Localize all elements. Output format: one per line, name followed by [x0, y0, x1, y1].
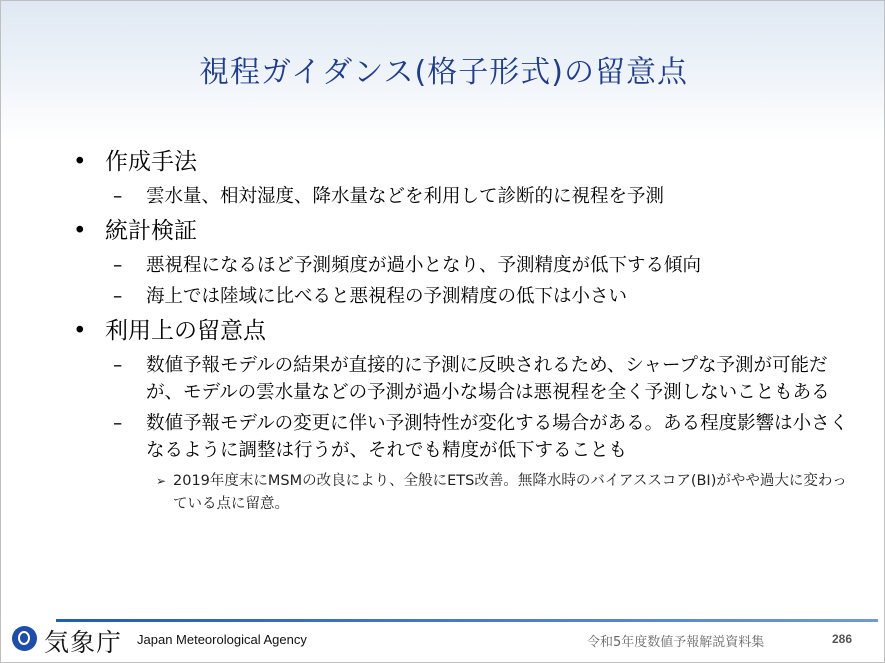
sub-bullet-text: 悪視程になるほど予測頻度が過小となり、予測精度が低下する傾向 [146, 255, 702, 276]
slide-content [73, 141, 853, 516]
dash-icon: – [113, 186, 123, 207]
dash-icon: – [113, 413, 123, 434]
sub-bullet-text: 数値予報モデルの結果が直接的に予測に反映されるため、シャープな予測が可能だが、モデルの雲水量などの予測が過小な場合は悪視程を全く予測しないこともある [146, 355, 830, 403]
bullet-icon: • [73, 318, 87, 344]
footer-divider [56, 619, 878, 622]
bullet-icon: • [73, 149, 87, 175]
bullet-heading [73, 214, 853, 248]
sub-note-text: 2019年度末にMSMの改良により、全般にETS改善。無降水時のバイアススコア(BI)がやや過大に変わっている点に留意。 [173, 473, 847, 512]
sub-bullet [73, 352, 853, 406]
sub-bullet [73, 252, 853, 279]
dash-icon: – [113, 286, 123, 307]
bullet-heading [73, 314, 853, 348]
bullet-icon: • [73, 218, 87, 244]
heading-text: 作成手法 [105, 149, 197, 175]
page-number: 286 [832, 632, 853, 646]
arrow-bullet-icon: ➢ [156, 474, 167, 488]
sub-note [73, 470, 853, 516]
sub-bullet-text: 数値予報モデルの変更に伴い予測特性が変化する場合がある。ある程度影響は小さくなるように調整は行うが、それでも精度が低下することも [146, 413, 849, 461]
jma-logo-icon [12, 626, 37, 651]
heading-text: 統計検証 [105, 218, 197, 244]
source-label: 令和5年度数値予報解説資料集 [587, 635, 765, 650]
sub-bullet [73, 183, 853, 210]
dash-icon: – [113, 255, 123, 276]
sub-bullet [73, 283, 853, 310]
slide-title: 視程ガイダンス(格子形式)の留意点 [199, 55, 688, 90]
sub-bullet-text: 海上では陸域に比べると悪視程の予測精度の低下は小さい [146, 286, 628, 307]
sub-bullet-text: 雲水量、相対湿度、降水量などを利用して診断的に視程を予測 [146, 186, 665, 207]
heading-text: 利用上の留意点 [105, 318, 266, 344]
bullet-heading [73, 145, 853, 179]
sub-bullet [73, 410, 853, 464]
agency-name-jp: 気象庁 [44, 628, 123, 657]
agency-name-en: Japan Meteorological Agency [137, 632, 307, 647]
dash-icon: – [113, 355, 123, 376]
